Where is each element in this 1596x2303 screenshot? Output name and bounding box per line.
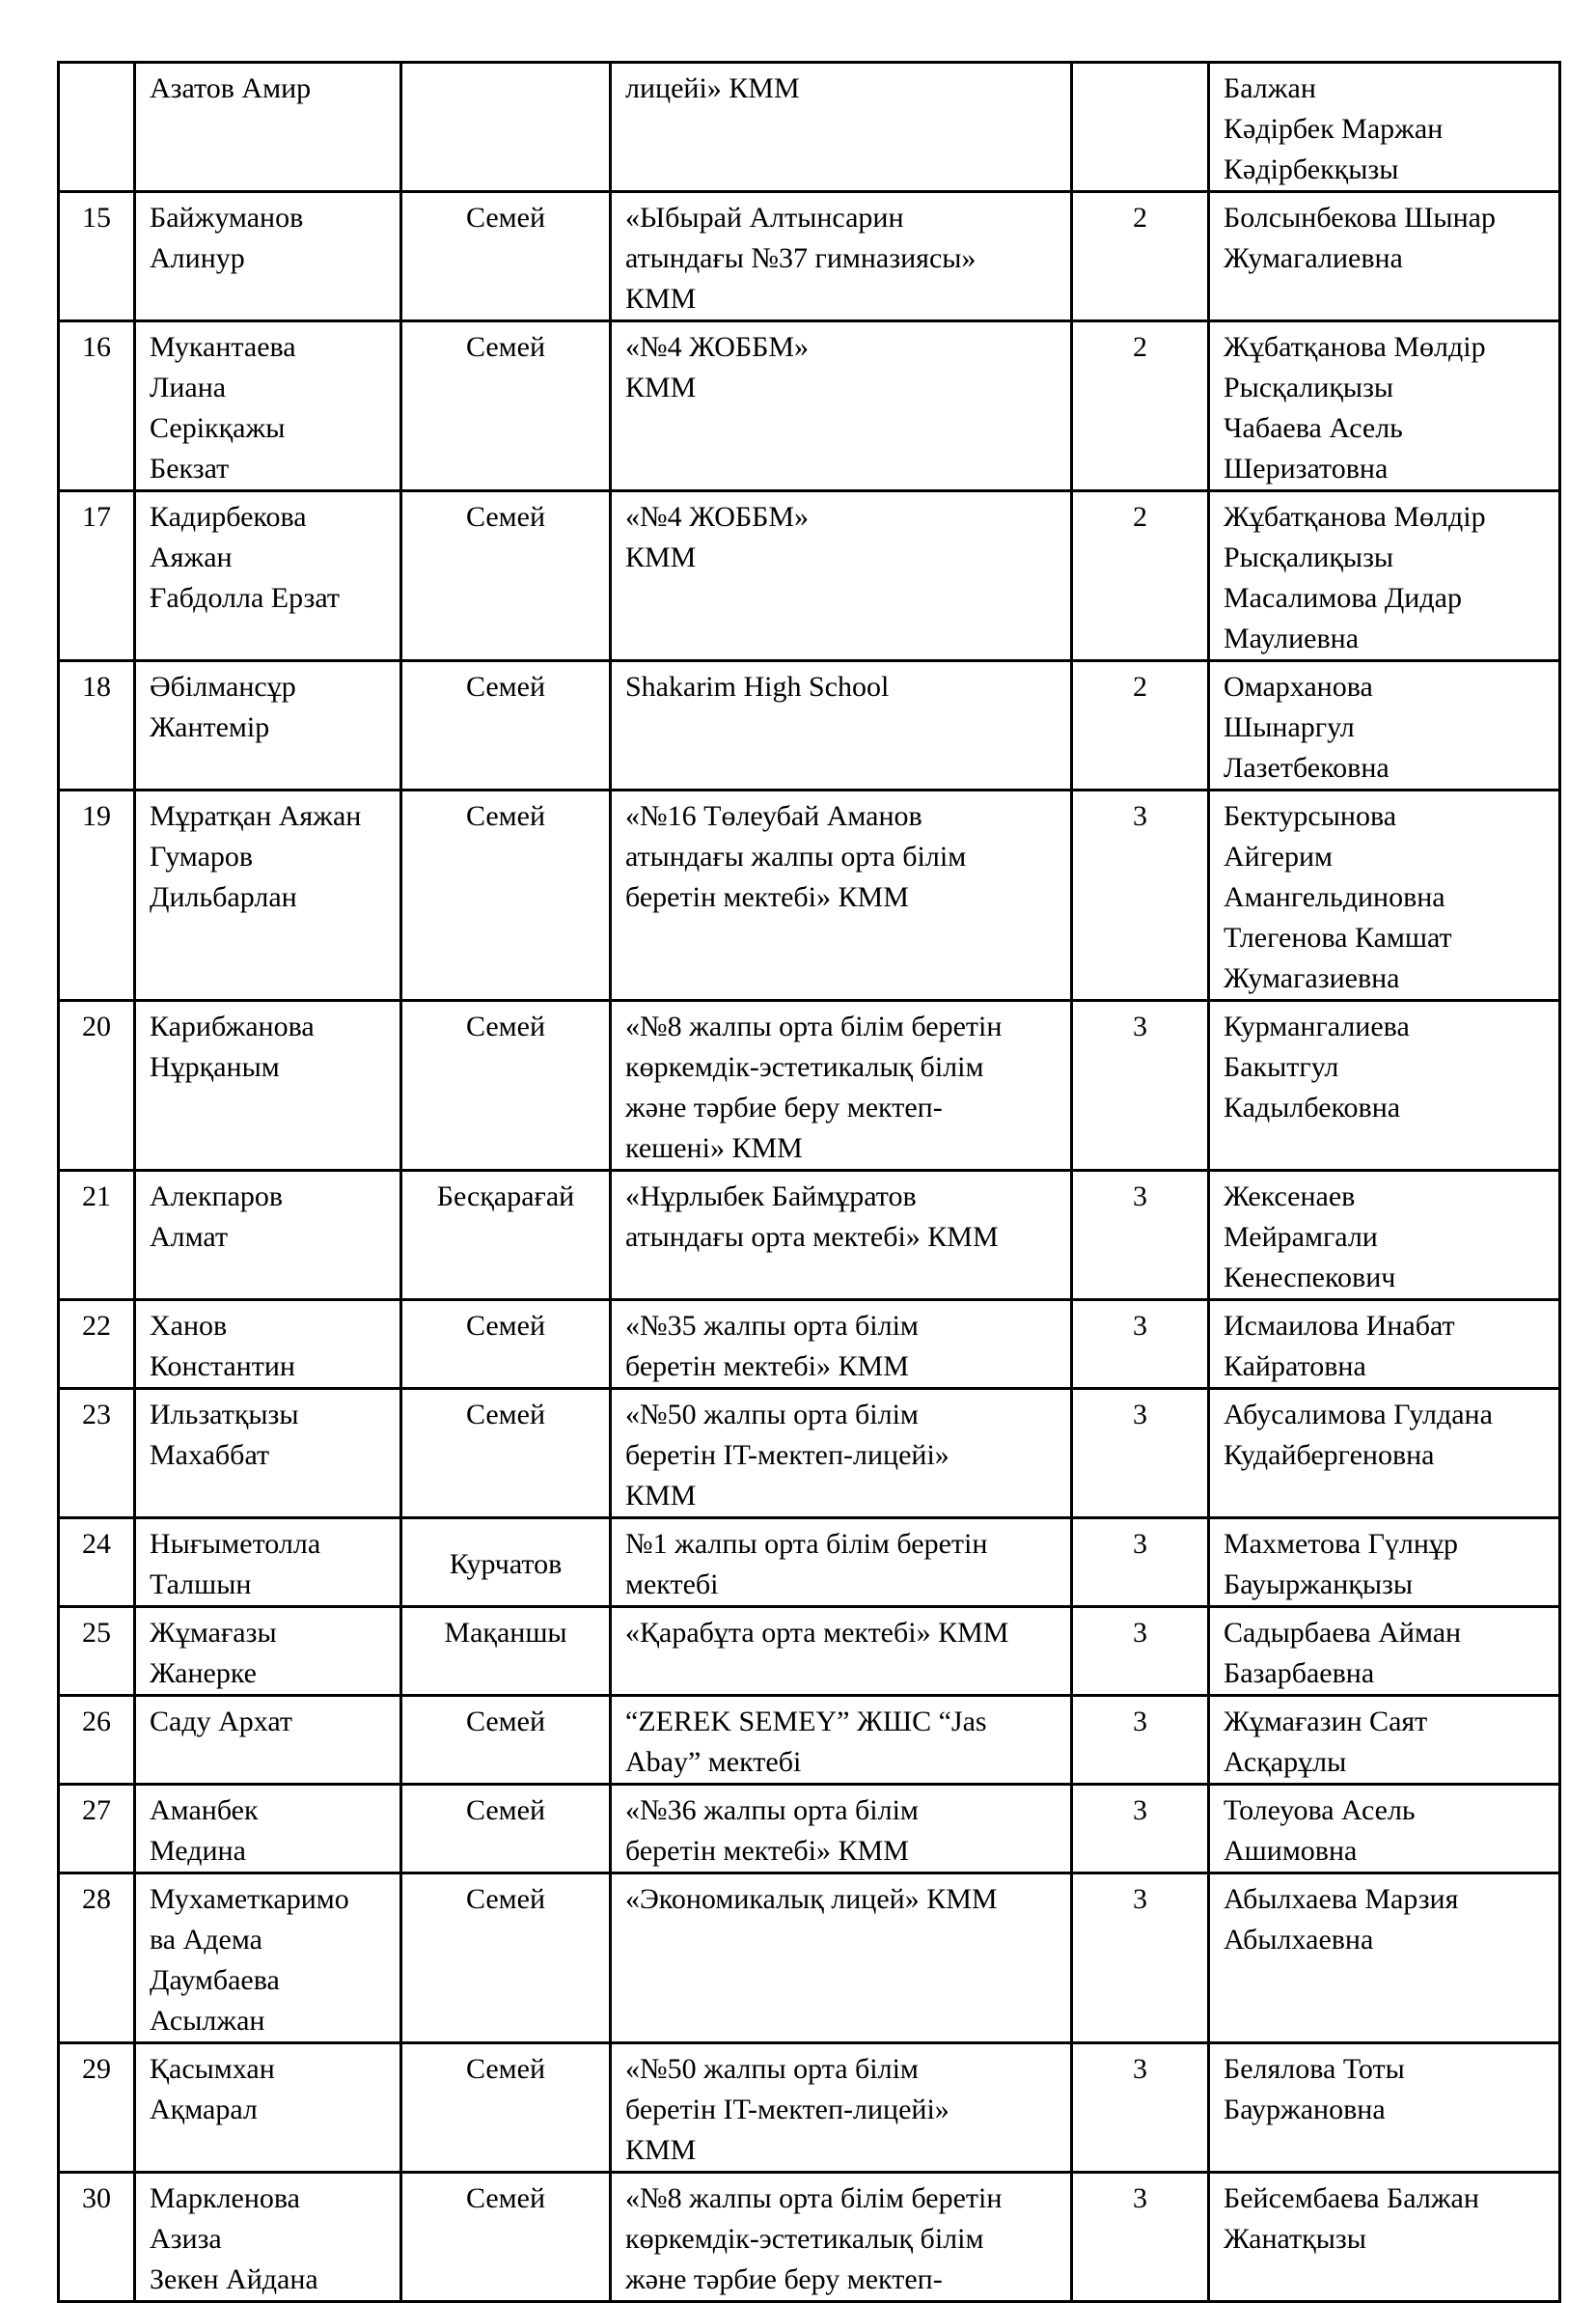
row-number-cell [59,1171,135,1300]
participants-table [57,61,1561,2303]
student-name-line: Азатов Амир [150,72,312,104]
student-name-line: Нұрқаным [150,1051,280,1083]
teacher-name-line: Абусалимова Гулдана [1224,1399,1493,1430]
grade-cell [1072,1873,1209,2043]
school-name-line: беретін IT-мектеп-лицейі» [625,2094,949,2125]
student-name-line: Ғабдолла Ерзат [150,582,340,614]
teacher-cell [1209,2043,1560,2173]
student-name-cell [135,1001,401,1171]
student-name-cell [135,2043,401,2173]
student-name-line: Кадирбекова [150,501,307,533]
teacher-name-line: Кудайбергеновна [1224,1439,1435,1471]
school-name-line: «№8 жалпы орта білім беретін [625,2182,1003,2214]
row-number-cell [59,321,135,491]
city-name: Семей [465,1399,546,1430]
teacher-name-line: Кенеспекович [1224,1262,1396,1293]
teacher-name-line: Исмаилова Инабат [1224,1310,1455,1342]
student-name-line: Ильзатқызы [150,1399,299,1430]
student-name-line: Серікқажы [150,412,286,444]
school-name-line: «№16 Төлеубай Аманов [625,800,922,832]
student-name-line: Жұмағазы [150,1617,277,1649]
school-name-line: «№50 жалпы орта білім [625,1399,919,1430]
school-name-line: лицейі» КММ [625,72,800,104]
student-name-line: Жантемір [150,711,270,743]
student-name-line: Константин [150,1350,295,1382]
row-number: 22 [82,1310,111,1342]
student-name-line: Алекпаров [150,1180,284,1212]
city-cell [401,1300,611,1389]
table-row [59,2043,1560,2173]
city-cell [401,1001,611,1171]
teacher-name-line: Мейрамгали [1224,1221,1378,1253]
student-name-line: ва Адема [150,1924,262,1956]
school-cell [611,1001,1072,1171]
row-number: 26 [82,1706,111,1737]
school-name-line: беретін мектебі» КММ [625,1835,909,1867]
teacher-cell [1209,1607,1560,1696]
teacher-name-line: Бауыржанқызы [1224,1568,1414,1600]
student-name-cell [135,491,401,661]
row-number: 24 [82,1528,111,1560]
grade-value: 2 [1133,671,1147,703]
city-name: Семей [465,800,546,832]
row-number-cell [59,1873,135,2043]
row-number: 27 [82,1794,111,1826]
table-row [59,1607,1560,1696]
row-number-cell [59,63,135,192]
student-name-cell [135,321,401,491]
grade-value: 2 [1133,501,1147,533]
student-name-line: Саду Архат [150,1706,293,1737]
grade-value: 3 [1133,1011,1147,1042]
school-name-line: КММ [625,372,697,403]
table-row [59,791,1560,1001]
grade-value: 3 [1133,1528,1147,1560]
teacher-cell [1209,2173,1560,2302]
student-name-cell [135,1696,401,1785]
row-number: 28 [82,1883,111,1915]
table-row [59,1001,1560,1171]
grade-value: 2 [1133,331,1147,363]
school-name-line: «Ыбырай Алтынсарин [625,202,904,234]
school-cell [611,1518,1072,1607]
teacher-name-line: Асқарұлы [1224,1746,1347,1778]
teacher-name-line: Жұбатқанова Мөлдір [1224,501,1486,533]
table-row [59,1518,1560,1607]
grade-value: 3 [1133,2053,1147,2085]
teacher-cell [1209,1171,1560,1300]
teacher-cell [1209,192,1560,321]
grade-cell [1072,1785,1209,1873]
school-name-line: беретін мектебі» КММ [625,1350,909,1382]
teacher-name-line: Белялова Тоты [1224,2053,1405,2085]
grade-value: 3 [1133,1310,1147,1342]
school-name-line: және тәрбие беру мектеп- [625,2263,943,2295]
row-number: 17 [82,501,111,533]
school-name-line: және тәрбие беру мектеп- [625,1092,943,1124]
grade-cell [1072,192,1209,321]
student-name-cell [135,1518,401,1607]
row-number-cell [59,2043,135,2173]
teacher-cell [1209,321,1560,491]
teacher-cell [1209,63,1560,192]
school-cell [611,2173,1072,2302]
teacher-name-line: Айгерим [1224,841,1333,873]
teacher-name-line: Ашимовна [1224,1835,1358,1867]
school-name-line: «№8 жалпы орта білім беретін [625,1011,1003,1042]
teacher-cell [1209,1696,1560,1785]
grade-cell [1072,1389,1209,1518]
student-name-line: Ақмарал [150,2094,258,2125]
city-name: Семей [465,2182,546,2214]
school-name-line: Abay” мектебі [625,1746,802,1778]
row-number: 23 [82,1399,111,1430]
row-number: 16 [82,331,111,363]
city-name: Семей [465,1706,546,1737]
teacher-name-line: Рысқалиқызы [1224,541,1394,573]
school-name-line: КММ [625,541,697,573]
city-cell [401,2173,611,2302]
city-cell [401,321,611,491]
teacher-name-line: Омарханова [1224,671,1373,703]
teacher-cell [1209,1300,1560,1389]
grade-cell [1072,321,1209,491]
row-number-cell [59,491,135,661]
row-number-cell [59,661,135,791]
school-cell [611,321,1072,491]
student-name-cell [135,1389,401,1518]
school-cell [611,661,1072,791]
school-name-line: «Экономикалық лицей» КММ [625,1883,998,1915]
student-name-cell [135,1785,401,1873]
school-cell [611,63,1072,192]
table-row [59,661,1560,791]
city-name: Семей [465,1883,546,1915]
row-number: 19 [82,800,111,832]
teacher-cell [1209,491,1560,661]
student-name-line: Лиана [150,372,227,403]
school-name-line: «Нұрлыбек Баймұратов [625,1180,917,1212]
teacher-name-line: Базарбаевна [1224,1657,1375,1689]
grade-value: 3 [1133,2182,1147,2214]
teacher-name-line: Абылхаева Марзия [1224,1883,1459,1915]
table-row [59,1300,1560,1389]
school-cell [611,791,1072,1001]
student-name-line: Маркленова [150,2182,300,2214]
city-name: Семей [465,671,546,703]
student-name-cell [135,63,401,192]
grade-value: 3 [1133,800,1147,832]
city-name: Мақаншы [444,1617,567,1649]
city-cell [401,1785,611,1873]
student-name-cell [135,791,401,1001]
teacher-name-line: Масалимова Дидар [1224,582,1462,614]
grade-value: 2 [1133,202,1147,234]
school-name-line: кешені» КММ [625,1132,803,1164]
school-cell [611,1389,1072,1518]
grade-cell [1072,2173,1209,2302]
teacher-name-line: Амангельдиновна [1224,881,1445,913]
city-cell [401,1171,611,1300]
table-row [59,1696,1560,1785]
teacher-name-line: Бектурсынова [1224,800,1397,832]
row-number-cell [59,192,135,321]
student-name-cell [135,2173,401,2302]
teacher-cell [1209,1873,1560,2043]
city-name: Семей [465,501,546,533]
teacher-name-line: Бакытгул [1224,1051,1339,1083]
student-name-line: Мұратқан Аяжан [150,800,362,832]
table-row [59,1785,1560,1873]
student-name-line: Аяжан [150,541,233,573]
row-number-cell [59,2173,135,2302]
city-cell [401,1518,611,1607]
city-cell [401,63,611,192]
school-name-line: беретін IT-мектеп-лицейі» [625,1439,949,1471]
grade-value: 3 [1133,1399,1147,1430]
row-number-cell [59,1518,135,1607]
teacher-name-line: Жанатқызы [1224,2223,1366,2255]
school-cell [611,2043,1072,2173]
student-name-cell [135,192,401,321]
teacher-name-line: Тлегенова Камшат [1224,922,1452,954]
student-name-line: Дильбарлан [150,881,297,913]
row-number-cell [59,1607,135,1696]
teacher-name-line: Чабаева Асель [1224,412,1403,444]
city-cell [401,1696,611,1785]
teacher-name-line: Садырбаева Айман [1224,1617,1462,1649]
school-name-line: “ZEREK SEMEY” ЖШС “Jas [625,1706,987,1737]
teacher-name-line: Жексенаев [1224,1180,1356,1212]
teacher-name-line: Лазетбековна [1224,752,1390,784]
teacher-cell [1209,661,1560,791]
school-name-line: «№36 жалпы орта білім [625,1794,919,1826]
student-name-line: Жанерке [150,1657,257,1689]
teacher-name-line: Курмангалиева [1224,1011,1410,1042]
row-number-cell [59,791,135,1001]
student-name-line: Медина [150,1835,246,1867]
student-name-cell [135,1607,401,1696]
teacher-name-line: Жұмағазин Саят [1224,1706,1428,1737]
grade-cell [1072,1607,1209,1696]
student-name-line: Азиза [150,2223,222,2255]
school-name-line: «№4 ЖОББМ» [625,501,810,533]
teacher-name-line: Жумагалиевна [1224,242,1403,274]
teacher-name-line: Кәдірбекқызы [1224,153,1399,185]
teacher-name-line: Балжан [1224,72,1316,104]
teacher-name-line: Абылхаевна [1224,1924,1374,1956]
student-name-cell [135,1171,401,1300]
teacher-name-line: Болсынбекова Шынар [1224,202,1496,234]
city-name: Семей [465,1794,546,1826]
grade-cell [1072,1001,1209,1171]
city-cell [401,661,611,791]
student-name-line: Алмат [150,1221,229,1253]
teacher-name-line: Шынаргул [1224,711,1355,743]
school-cell [611,1607,1072,1696]
student-name-line: Әбілмансұр [150,671,296,703]
student-name-line: Карибжанова [150,1011,315,1042]
student-name-line: Зекен Айдана [150,2263,318,2295]
city-name: Семей [465,202,546,234]
teacher-cell [1209,1389,1560,1518]
row-number-cell [59,1389,135,1518]
teacher-name-line: Кәдірбек Маржан [1224,113,1444,145]
table-row [59,321,1560,491]
row-number-cell [59,1696,135,1785]
teacher-name-line: Бауржановна [1224,2094,1386,2125]
grade-cell [1072,1171,1209,1300]
teacher-name-line: Маулиевна [1224,623,1360,654]
grade-cell [1072,791,1209,1001]
row-number: 18 [82,671,111,703]
student-name-line: Махаббат [150,1439,270,1471]
city-name: Бесқарағай [436,1180,575,1212]
student-name-line: Талшын [150,1568,252,1600]
teacher-name-line: Кадылбековна [1224,1092,1401,1124]
grade-cell [1072,491,1209,661]
table-body [59,63,1560,2302]
school-cell [611,192,1072,321]
teacher-name-line: Шеризатовна [1224,453,1389,485]
teacher-cell [1209,1518,1560,1607]
student-name-line: Қасымхан [150,2053,275,2085]
table-row [59,1873,1560,2043]
student-name-line: Ханов [150,1310,228,1342]
table-row [59,1389,1560,1518]
teacher-name-line: Махметова Гүлнұр [1224,1528,1458,1560]
teacher-name-line: Толеуова Асель [1224,1794,1416,1826]
row-number-cell [59,1001,135,1171]
city-name: Курчатов [449,1548,563,1580]
school-cell [611,1785,1072,1873]
student-name-cell [135,661,401,791]
teacher-name-line: Рысқалиқызы [1224,372,1394,403]
school-name-line: беретін мектебі» КММ [625,881,909,913]
table-row [59,63,1560,192]
grade-cell [1072,2043,1209,2173]
school-name-line: Shakarim High School [625,671,890,703]
city-cell [401,1389,611,1518]
teacher-cell [1209,791,1560,1001]
row-number-cell [59,1300,135,1389]
teacher-name-line: Бейсембаева Балжан [1224,2182,1479,2214]
student-name-line: Байжуманов [150,202,304,234]
school-name-line: «№50 жалпы орта білім [625,2053,919,2085]
school-name-line: көркемдік-эстетикалық білім [625,2223,984,2255]
city-cell [401,491,611,661]
teacher-cell [1209,1785,1560,1873]
student-name-line: Мукантаева [150,331,296,363]
city-cell [401,791,611,1001]
grade-cell [1072,1300,1209,1389]
school-name-line: атындағы жалпы орта білім [625,841,967,873]
grade-cell [1072,661,1209,791]
student-name-cell [135,1873,401,2043]
teacher-name-line: Жумагазиевна [1224,962,1400,994]
grade-value: 3 [1133,1180,1147,1212]
school-name-line: мектебі [625,1568,719,1600]
grade-value: 3 [1133,1617,1147,1649]
teacher-name-line: Кайратовна [1224,1350,1366,1382]
city-cell [401,1607,611,1696]
row-number: 20 [82,1011,111,1042]
row-number: 21 [82,1180,111,1212]
school-name-line: көркемдік-эстетикалық білім [625,1051,984,1083]
school-name-line: КММ [625,1480,697,1512]
school-name-line: атындағы №37 гимназиясы» [625,242,977,274]
student-name-line: Мухаметкаримо [150,1883,349,1915]
table-row [59,1171,1560,1300]
school-name-line: «№35 жалпы орта білім [625,1310,919,1342]
school-name-line: атындағы орта мектебі» КММ [625,1221,999,1253]
city-cell [401,192,611,321]
school-name-line: КММ [625,283,697,315]
grade-value: 3 [1133,1883,1147,1915]
city-name: Семей [465,1310,546,1342]
grade-value: 3 [1133,1794,1147,1826]
grade-cell [1072,1518,1209,1607]
row-number: 25 [82,1617,111,1649]
grade-cell [1072,1696,1209,1785]
grade-cell [1072,63,1209,192]
table-row [59,491,1560,661]
student-name-line: Бекзат [150,453,230,485]
student-name-line: Нығыметолла [150,1528,321,1560]
school-cell [611,1300,1072,1389]
school-cell [611,1696,1072,1785]
student-name-line: Аманбек [150,1794,259,1826]
school-name-line: «№4 ЖОББМ» [625,331,810,363]
row-number: 30 [82,2182,111,2214]
grade-value: 3 [1133,1706,1147,1737]
student-name-cell [135,1300,401,1389]
teacher-cell [1209,1001,1560,1171]
school-cell [611,491,1072,661]
school-name-line: КММ [625,2134,697,2166]
table-row [59,192,1560,321]
city-name: Семей [465,331,546,363]
student-name-line: Гумаров [150,841,254,873]
school-name-line: «Қарабұта орта мектебі» КММ [625,1617,1009,1649]
student-name-line: Асылжан [150,2005,265,2037]
city-name: Семей [465,2053,546,2085]
teacher-name-line: Жұбатқанова Мөлдір [1224,331,1486,363]
row-number: 29 [82,2053,111,2085]
school-cell [611,1171,1072,1300]
row-number-cell [59,1785,135,1873]
city-name: Семей [465,1011,546,1042]
city-cell [401,2043,611,2173]
table-row [59,2173,1560,2302]
student-name-line: Алинур [150,242,245,274]
school-cell [611,1873,1072,2043]
row-number: 15 [82,202,111,234]
city-cell [401,1873,611,2043]
school-name-line: №1 жалпы орта білім беретін [625,1528,988,1560]
student-name-line: Даумбаева [150,1964,280,1996]
